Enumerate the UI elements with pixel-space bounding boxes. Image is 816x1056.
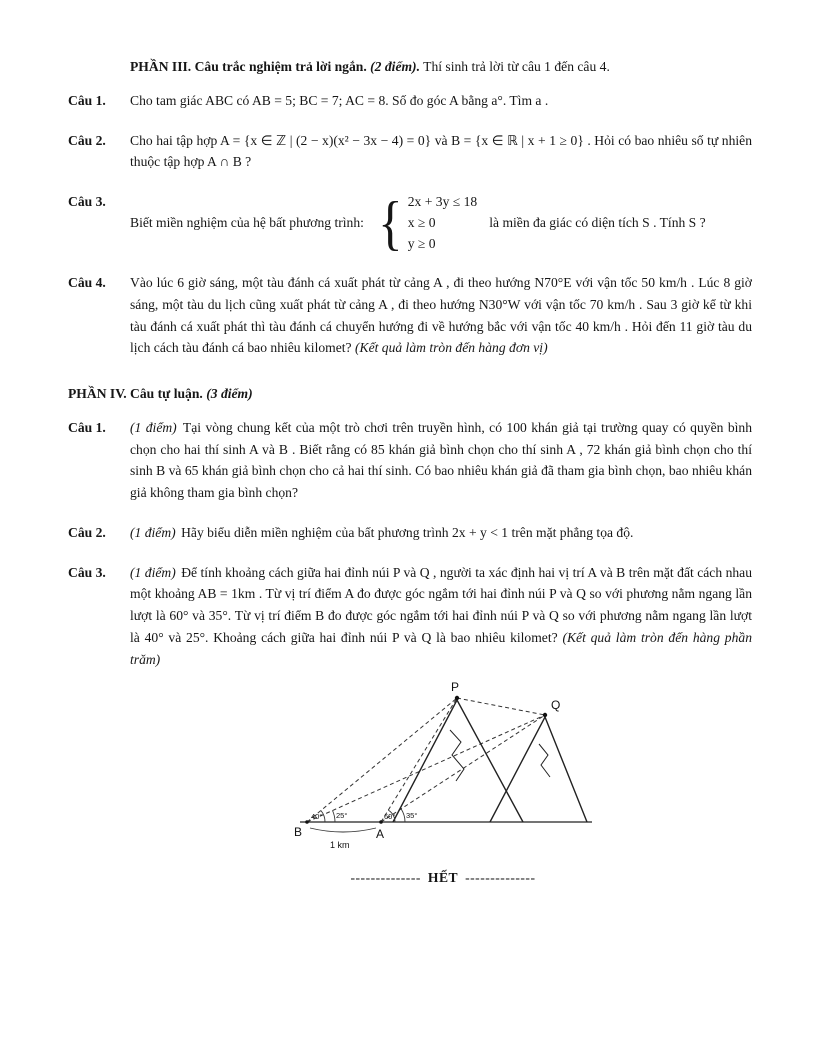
part4-heading	[68, 383, 752, 405]
peak-q-point	[543, 713, 547, 717]
inequality-system	[376, 191, 477, 254]
part3-question-4	[68, 272, 752, 359]
system-line: x ≥ 0	[407, 215, 436, 230]
question-text: Vào lúc 6 giờ sáng, một tàu đánh cá xuất phát từ cảng A , đi theo hướng N70°E với vận tốc 50 km/h . Lúc 8 giờ sáng, một tàu du lịch cũng xuất phát từ cảng A , đi theo hướng N30°W với vận tốc 70 km/h . Sau 3 giờ kể từ khi tàu đánh cá xuất phát thì tàu đánh cá chuyển hướng đi về hướng bắc với vận tốc 40 km/h . Hỏi đến 11 giờ tàu du lịch cách tàu đánh cá bao nhiêu kilomet?	[130, 275, 752, 356]
part4-question-1	[68, 417, 752, 504]
right-mountain	[490, 717, 587, 822]
mountains-figure-container	[290, 678, 624, 861]
distance-line-p-q	[457, 698, 545, 715]
point-b-label: B	[294, 825, 303, 840]
angle-arc-b-25	[333, 811, 336, 823]
question-body: Cho tam giác ABC có AB = 5; BC = 7; AC = 8. Số đo góc A bằng a°. Tìm a .	[130, 92, 549, 108]
angle-b-p-label: 40°	[311, 812, 323, 822]
part3-question-3	[68, 191, 752, 254]
end-dashes-left: --------------	[350, 870, 421, 885]
system-line: y ≥ 0	[407, 236, 436, 251]
system-brace: {	[378, 189, 403, 256]
question-label: Câu 2.	[68, 132, 106, 148]
points-prefix: (1 điểm)	[130, 419, 177, 435]
question-text: Hãy biểu diễn miền nghiệm của bất phương trình 2x + y < 1 trên mặt phẳng tọa độ.	[181, 524, 634, 540]
question-text-after-system: là miền đa giác có diện tích S . Tính S ?	[489, 214, 706, 230]
peak-p-point	[455, 696, 459, 700]
points-prefix: (1 điểm)	[130, 524, 176, 540]
question-body	[130, 417, 752, 504]
point-b	[305, 820, 309, 824]
distance-underbrace	[310, 828, 376, 832]
part3-question-2	[68, 130, 752, 174]
part4-heading-points: (3 điểm)	[206, 386, 253, 401]
question-text-before-system: Biết miền nghiệm của hệ bất phương trình:	[130, 214, 364, 230]
question-label: Câu 4.	[68, 275, 106, 290]
question-body	[130, 522, 752, 544]
question-label: Câu 3.	[68, 194, 106, 209]
part3-question-1	[68, 90, 752, 112]
angle-b-q-label: 25°	[336, 811, 348, 821]
system-lines	[408, 191, 478, 254]
question-label: Câu 3.	[68, 564, 106, 580]
part3-heading-title: PHẦN III. Câu trắc nghiệm trả lời ngắn.	[130, 59, 367, 74]
distance-label: 1 km	[330, 840, 350, 851]
points-prefix: (1 điểm)	[130, 564, 176, 580]
point-a-label: A	[376, 827, 385, 842]
question-body: Cho hai tập hợp A = {x ∈ ℤ | (2 − x)(x² − 3x − 4) = 0} và B = {x ∈ ℝ | x + 1 ≥ 0} . Hỏi có bao nhiêu số tự nhiên thuộc tập hợp A ∩ B ?	[130, 132, 752, 170]
part4-question-3	[68, 562, 752, 671]
question-body	[130, 272, 752, 359]
system-line: 2x + 3y ≤ 18	[407, 194, 478, 209]
end-label: HẾT	[427, 870, 459, 885]
end-dashes-right: --------------	[465, 870, 536, 885]
question-body	[130, 562, 752, 671]
part4-question-2	[68, 522, 752, 544]
question-label: Câu 1.	[68, 419, 106, 435]
question-text: Tại vòng chung kết của một trò chơi trên truyền hình, có 100 khán giả tại trường quay có quyền bình chọn cho hai thí sinh A và B . Biết rằng có 85 khán giả bình chọn cho thí sinh A , 72 khán giả bình chọn cho thí sinh B và 65 khán giả bình chọn cho cả hai thí sinh. Có bao nhiêu khán giả đã tham gia bình chọn, bao nhiêu khán giả không tham gia bình chọn?	[130, 419, 753, 500]
mountains-figure	[290, 678, 624, 854]
point-a	[379, 820, 383, 824]
part3-heading	[130, 56, 752, 78]
angle-a-p-label: 60°	[384, 812, 396, 822]
question-body	[130, 191, 752, 254]
part3-heading-points: (2 điểm).	[370, 59, 420, 74]
rounding-note: (Kết quả làm tròn đến hàng đơn vị)	[354, 340, 548, 356]
question-text: Để tính khoảng cách giữa hai đỉnh núi P và Q , người ta xác định hai vị trí A và B trên mặt đất cách nhau một khoảng AB = 1km . Từ vị trí điểm A đo được góc ngắm tới hai đỉnh núi P và Q so với phương nằm ngang lần lượt là 60° và 35°. Từ vị trí điểm B đo được góc ngắm tới hai đỉnh núi P và Q so với phương nằm ngang lần lượt là 40° và 25°. Khoảng cách giữa hai đỉnh núi P và Q là bao nhiêu kilomet?	[130, 564, 752, 645]
question-label: Câu 1.	[68, 92, 106, 108]
end-marker	[68, 867, 752, 889]
question-label: Câu 2.	[68, 524, 106, 540]
peak-p-label: P	[451, 680, 460, 695]
part3-heading-instructions: Thí sinh trả lời từ câu 1 đến câu 4.	[423, 59, 610, 74]
rounding-note: (Kết quả làm tròn đến hàng phần trăm)	[130, 629, 752, 667]
part4-heading-title: PHẦN IV. Câu tự luận.	[68, 386, 203, 401]
peak-q-label: Q	[551, 698, 561, 713]
angle-a-q-label: 35°	[406, 811, 418, 821]
